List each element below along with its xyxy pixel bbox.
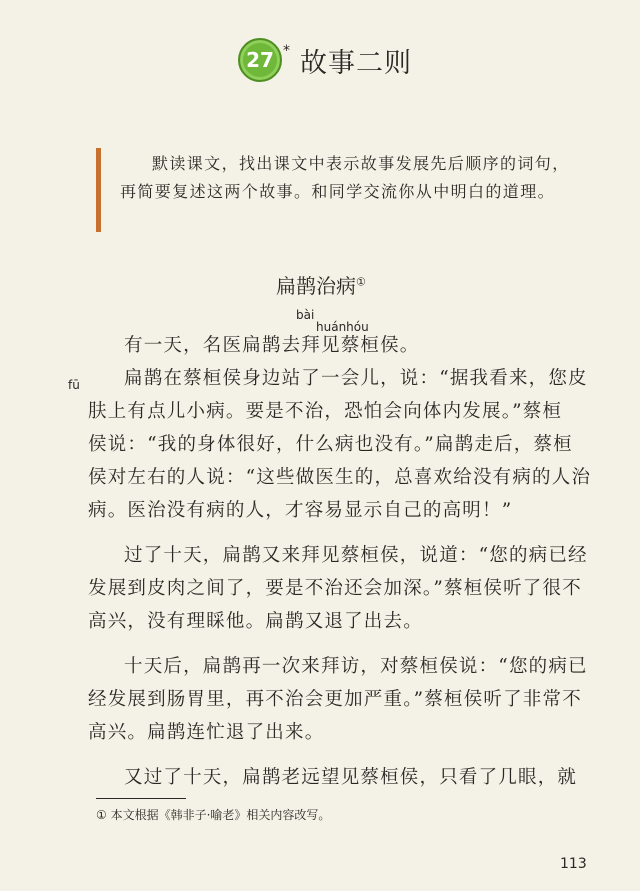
lesson-title: 故事二则 [300, 47, 412, 79]
footnote-rule [96, 798, 186, 799]
story-line-13: 又过了十天，扁鹊老远望见蔡桓侯，只看了几眼，就 [124, 767, 578, 788]
story-line-8: 发展到皮肉之间了，要是不治还会加深。”蔡桓侯听了很不 [88, 578, 582, 599]
pinyin-fu: fū [68, 378, 80, 392]
footnote: ① 本文根据《韩非子·喻老》相关内容改写。 [96, 808, 331, 822]
story-line-6: 病。医治没有病的人，才容易显示自己的高明！” [88, 500, 513, 521]
story-line-2: 扁鹊在蔡桓侯身边站了一会儿，说：“据我看来，您皮 [124, 368, 588, 389]
story-line-10: 十天后，扁鹊再一次来拜访，对蔡桓侯说：“您的病已 [124, 656, 588, 677]
story-line-1: 有一天，名医扁鹊去拜见蔡桓侯。 [124, 335, 420, 356]
story-line-5: 侯对左右的人说：“这些做医生的，总喜欢给没有病的人治 [88, 467, 592, 488]
pinyin-huanhou: huánhóu [316, 320, 369, 334]
story-line-4: 侯说：“我的身体很好，什么病也没有。”扁鹊走后，蔡桓 [88, 434, 573, 455]
story-title-text: 扁鹊治病 [276, 274, 356, 298]
story-title [276, 270, 366, 299]
story-line-11: 经发展到肠胃里，再不治会更加严重。”蔡桓侯听了非常不 [88, 689, 582, 710]
instruction-box [96, 148, 570, 232]
story-line-7: 过了十天，扁鹊又来拜见蔡桓侯，说道：“您的病已经 [124, 545, 588, 566]
story-line-9: 高兴，没有理睬他。扁鹊又退了出去。 [88, 611, 423, 632]
instruction-bar [96, 148, 101, 232]
lesson-header [238, 38, 412, 82]
lesson-star: * [283, 43, 290, 59]
pinyin-bai: bài [296, 308, 315, 322]
lesson-number-badge: 27 [238, 38, 282, 82]
story-title-note-mark: ① [356, 275, 366, 289]
story-line-3: 肤上有点儿小病。要是不治，恐怕会向体内发展。”蔡桓 [88, 401, 563, 422]
page-number: 113 [560, 856, 587, 872]
instruction-text: 默读课文，找出课文中表示故事发展先后顺序的词句，再简要复述这两个故事。和同学交流你从中明白的道理。 [120, 154, 570, 201]
story-line-12: 高兴。扁鹊连忙退了出来。 [88, 722, 325, 743]
